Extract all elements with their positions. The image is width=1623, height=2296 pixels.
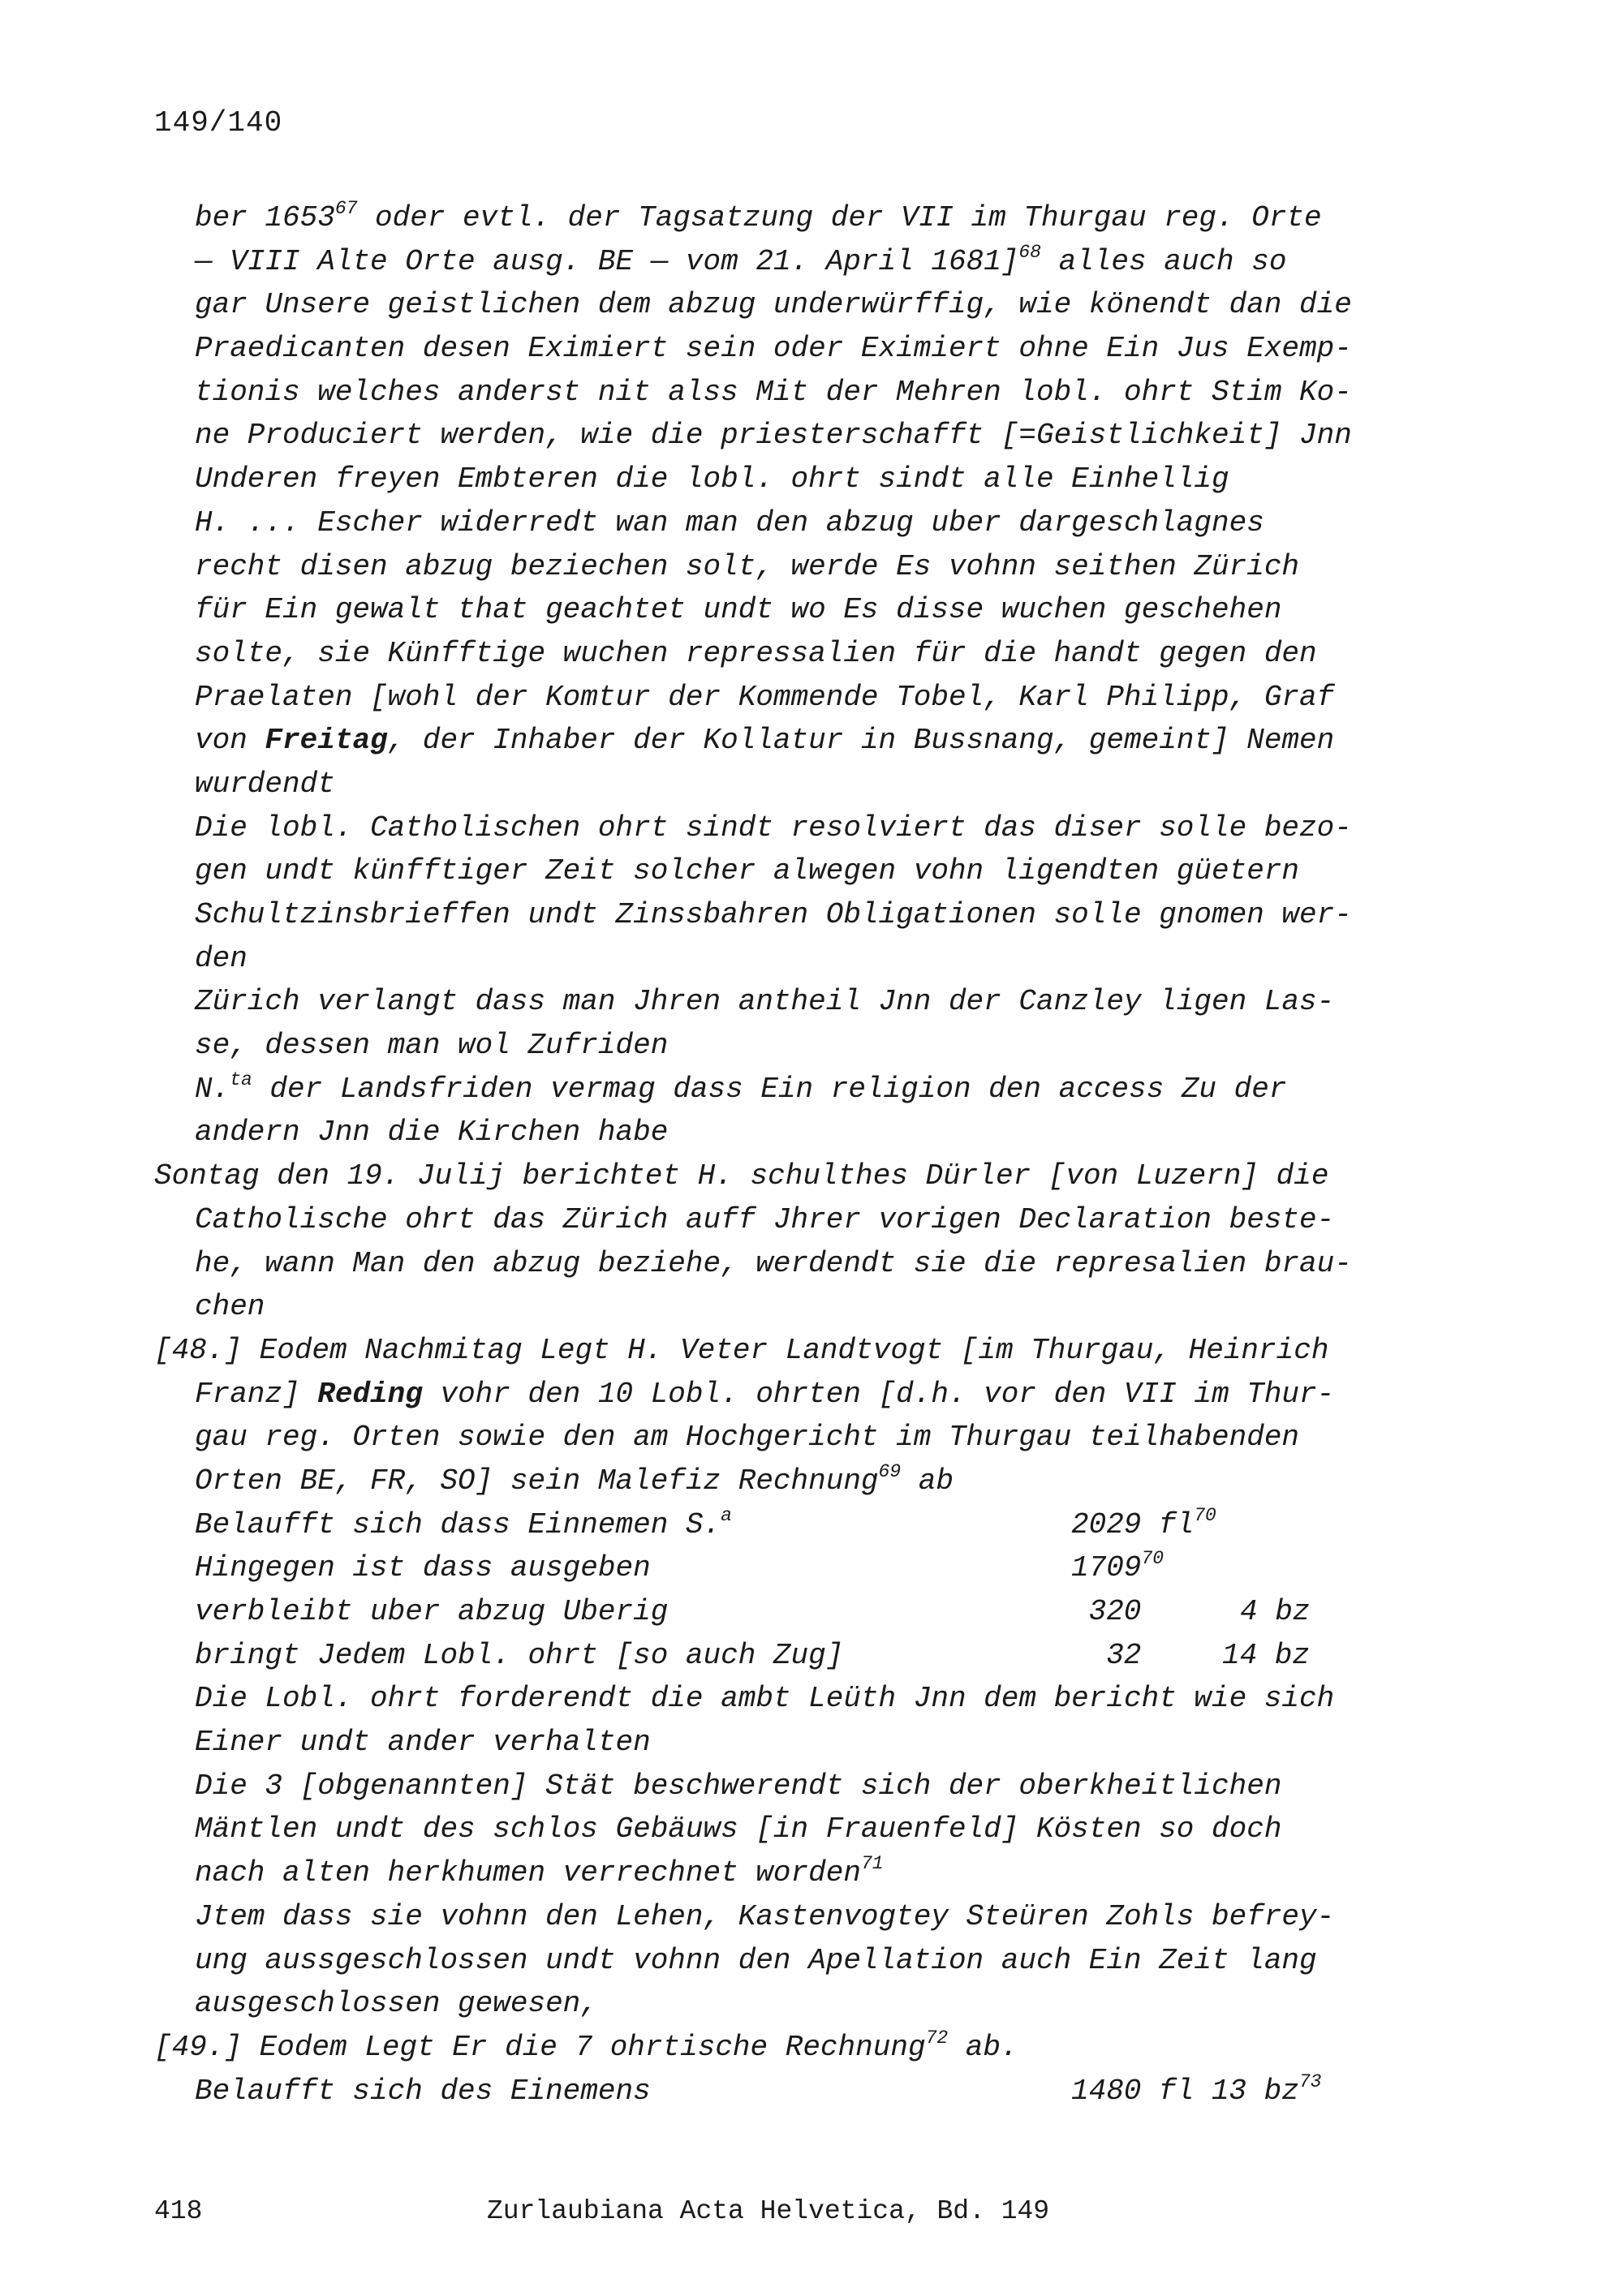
text-line bbox=[154, 1808, 1420, 1851]
amount-row bbox=[154, 1503, 1420, 1547]
amount-value bbox=[1071, 1634, 1141, 1678]
text-run: Underen freyen Embteren die lobl. ohrt sindt alle Einhellig bbox=[195, 462, 1229, 497]
text-run: nach alten herkhumen verrechnet worden bbox=[195, 1856, 861, 1890]
text-line bbox=[154, 1373, 1420, 1417]
text-run: , der Inhaber der Kollatur in Bussnang, gemeint] Nemen bbox=[387, 724, 1335, 758]
amount-batzen bbox=[1222, 1634, 1310, 1678]
publication-title: Zurlaubiana Acta Helvetica, Bd. 149 bbox=[487, 2196, 1050, 2226]
text-line bbox=[154, 1242, 1420, 1286]
text-line bbox=[154, 1939, 1420, 1983]
text-run: andern Jnn die Kirchen habe bbox=[195, 1116, 669, 1150]
text-run: von bbox=[195, 724, 265, 758]
text-line bbox=[154, 1677, 1420, 1721]
text-run: se, dessen man wol Zufriden bbox=[195, 1029, 669, 1063]
text-line bbox=[154, 1198, 1420, 1242]
text-run: H. ... Escher widerredt wan man den abzug uber dargeschlagnes bbox=[195, 505, 1264, 540]
text-run: Die 3 [obgenannten] Stät beschwerendt sich der oberkheitlichen bbox=[195, 1769, 1282, 1803]
text-run: Mäntlen undt des schlos Gebäuws [in Frauenfeld] Kösten so doch bbox=[195, 1812, 1282, 1847]
text-line bbox=[154, 371, 1420, 415]
text-run: Sontag den 19. Julij berichtet H. schulthes Dürler [von Luzern] die bbox=[154, 1159, 1329, 1193]
text-run: Schultzinsbrieffen undt Zinssbahren Obligationen solle gnomen wer- bbox=[195, 898, 1352, 931]
text-run: ausgeschlossen gewesen, bbox=[195, 1987, 598, 2021]
text-line bbox=[154, 980, 1420, 1024]
text-run: Zürich verlangt dass man Jhren antheil Jnn der Canzley ligen Las- bbox=[195, 985, 1335, 1019]
text-run: N. bbox=[195, 1072, 230, 1106]
footnote-marker: 69 bbox=[878, 1460, 902, 1482]
text-line bbox=[154, 2026, 1420, 2070]
text-run: gen undt künfftiger Zeit solcher alwegen vohn ligendten güetern bbox=[195, 854, 1300, 888]
text-run: Praedicanten desen Eximiert sein oder Eximiert ohne Ein Jus Exemp- bbox=[195, 332, 1352, 366]
footnote-marker: 70 bbox=[1194, 1504, 1216, 1526]
text-line bbox=[154, 458, 1420, 501]
text-line bbox=[154, 327, 1420, 371]
text-line bbox=[154, 1154, 1420, 1198]
text-run: ber 1653 bbox=[195, 201, 335, 234]
text-line bbox=[154, 1111, 1420, 1154]
text-run: gar Unsere geistlichen dem abzug underwürffig, wie könendt dan die bbox=[195, 288, 1352, 322]
text-run: 1709 bbox=[1071, 1551, 1142, 1585]
text-run: für Ein gewalt that geachtet undt wo Es disse wuchen geschehen bbox=[195, 593, 1282, 627]
text-line bbox=[154, 806, 1420, 850]
text-run: bringt Jedem Lobl. ohrt [so auch Zug] bbox=[195, 1638, 844, 1672]
text-line bbox=[154, 937, 1420, 981]
page-reference: 149/140 bbox=[154, 106, 283, 140]
bold-name: Freitag bbox=[265, 724, 388, 758]
text-run: Belaufft sich des Einemens bbox=[195, 2074, 651, 2108]
amount-batzen bbox=[1240, 1590, 1310, 1634]
text-line bbox=[154, 1024, 1420, 1068]
footnote-marker: 67 bbox=[334, 198, 358, 219]
text-run: 4 bz bbox=[1240, 1595, 1311, 1628]
text-run: Jtem dass sie vohnn den Lehen, Kastenvogtey Steüren Zohls befrey- bbox=[195, 1899, 1335, 1933]
amount-row bbox=[154, 1590, 1420, 1634]
amount-row bbox=[154, 2070, 1420, 2113]
text-line bbox=[154, 1851, 1420, 1895]
text-run: 32 bbox=[1071, 1638, 1142, 1672]
text-line bbox=[154, 632, 1420, 676]
footnote-marker: ta bbox=[230, 1068, 252, 1090]
text-line bbox=[154, 1982, 1420, 2026]
text-line bbox=[154, 893, 1420, 937]
amount-value bbox=[1071, 1590, 1141, 1634]
text-line bbox=[154, 1329, 1420, 1373]
text-run: — VIII Alte Orte ausg. BE — vom 21. April 1681] bbox=[195, 244, 1019, 278]
text-line bbox=[154, 1895, 1420, 1939]
text-line bbox=[154, 545, 1420, 589]
text-run: Hingegen ist dass ausgeben bbox=[195, 1551, 651, 1585]
text-line bbox=[154, 588, 1420, 632]
text-run: 14 bz bbox=[1222, 1638, 1311, 1672]
footnote-marker: 72 bbox=[925, 2027, 949, 2049]
text-run: Orten BE, FR, SO] sein Malefiz Rechnung bbox=[195, 1464, 879, 1498]
text-run: oder evtl. der Tagsatzung der VII im Thurgau reg. Orte bbox=[357, 201, 1322, 234]
text-line bbox=[154, 240, 1420, 284]
text-run: wurdendt bbox=[195, 767, 335, 801]
amount-value bbox=[1071, 1546, 1164, 1590]
text-line bbox=[154, 849, 1420, 893]
text-run: gau reg. Orten sowie den am Hochgericht im Thurgau teilhabenden bbox=[195, 1421, 1300, 1455]
footnote-marker: a bbox=[721, 1504, 732, 1526]
text-line bbox=[154, 1285, 1420, 1329]
text-line bbox=[154, 763, 1420, 806]
text-line bbox=[154, 196, 1420, 240]
text-line bbox=[154, 283, 1420, 327]
body-text bbox=[154, 196, 1420, 2113]
text-run: vohr den 10 Lobl. ohrten [d.h. vor den VII im Thur- bbox=[422, 1377, 1335, 1411]
text-run: 2029 fl bbox=[1071, 1507, 1195, 1541]
text-run: ung aussgeschlossen undt vohnn den Apellation auch Ein Zeit lang bbox=[195, 1943, 1317, 1977]
text-run: ab. bbox=[948, 2030, 1018, 2064]
text-run: he, wann Man den abzug beziehe, werdendt sie die represalien brau- bbox=[195, 1246, 1352, 1280]
footnote-marker: 71 bbox=[860, 1853, 884, 1875]
text-run: recht disen abzug beziechen solt, werde Es vohnn seithen Zürich bbox=[195, 549, 1300, 583]
text-run: verbleibt uber abzug Uberig bbox=[195, 1595, 669, 1628]
text-line bbox=[154, 676, 1420, 720]
amount-row bbox=[154, 1546, 1420, 1590]
text-run: Einer undt ander verhalten bbox=[195, 1726, 651, 1760]
text-run: [48.] Eodem Nachmitag Legt H. Veter Landtvogt [im Thurgau, Heinrich bbox=[154, 1333, 1329, 1367]
text-run: solte, sie Künfftige wuchen repressalien für die handt gegen den bbox=[195, 636, 1317, 670]
text-line bbox=[154, 1460, 1420, 1503]
amount-label bbox=[195, 1595, 668, 1628]
text-run: tionis welches anderst nit alss Mit der Mehren lobl. ohrt Stim Ko- bbox=[195, 375, 1352, 409]
amount-value bbox=[1071, 1503, 1216, 1547]
text-run: Die lobl. Catholischen ohrt sindt resolviert das diser solle bezo- bbox=[195, 810, 1352, 845]
text-run: den bbox=[195, 941, 248, 975]
text-run: chen bbox=[195, 1290, 265, 1324]
text-line bbox=[154, 414, 1420, 458]
footnote-marker: 68 bbox=[1018, 241, 1041, 263]
text-run: [49.] Eodem Legt Er die 7 ohrtische Rechnung bbox=[154, 2030, 926, 2064]
text-run: ab bbox=[901, 1464, 954, 1498]
text-run: Praelaten [wohl der Komtur der Kommende Tobel, Karl Philipp, Graf bbox=[195, 680, 1335, 714]
text-line bbox=[154, 1068, 1420, 1111]
page-number: 418 bbox=[154, 2196, 203, 2226]
text-run: 1480 fl 13 bz bbox=[1071, 2074, 1299, 2108]
text-line bbox=[154, 501, 1420, 545]
amount-label bbox=[195, 1504, 732, 1541]
text-run: 320 bbox=[1071, 1595, 1142, 1628]
bold-name: Reding bbox=[317, 1377, 423, 1411]
text-run: Belaufft sich dass Einnemen S. bbox=[195, 1507, 721, 1541]
amount-label bbox=[195, 1639, 843, 1672]
text-run: Die Lobl. ohrt forderendt die ambt Leüth Jnn dem bericht wie sich bbox=[195, 1682, 1335, 1716]
text-run: alles auch so bbox=[1040, 244, 1287, 278]
footnote-marker: 73 bbox=[1298, 2070, 1322, 2092]
text-run: ne Produciert werden, wie die priesterschafft [=Geistlichkeit] Jnn bbox=[195, 419, 1352, 453]
text-line bbox=[154, 1416, 1420, 1460]
text-run: Franz] bbox=[195, 1377, 318, 1411]
text-line bbox=[154, 719, 1420, 763]
footnote-marker: 70 bbox=[1141, 1548, 1165, 1570]
amount-row bbox=[154, 1634, 1420, 1678]
text-line bbox=[154, 1765, 1420, 1808]
amount-label bbox=[195, 2075, 651, 2108]
amount-label bbox=[195, 1551, 651, 1584]
text-line bbox=[154, 1721, 1420, 1765]
text-run: Catholische ohrt das Zürich auff Jhrer vorigen Declaration beste- bbox=[195, 1202, 1335, 1236]
text-run: der Landsfriden vermag dass Ein religion den access Zu der bbox=[252, 1072, 1287, 1106]
amount-value bbox=[1071, 2070, 1321, 2113]
